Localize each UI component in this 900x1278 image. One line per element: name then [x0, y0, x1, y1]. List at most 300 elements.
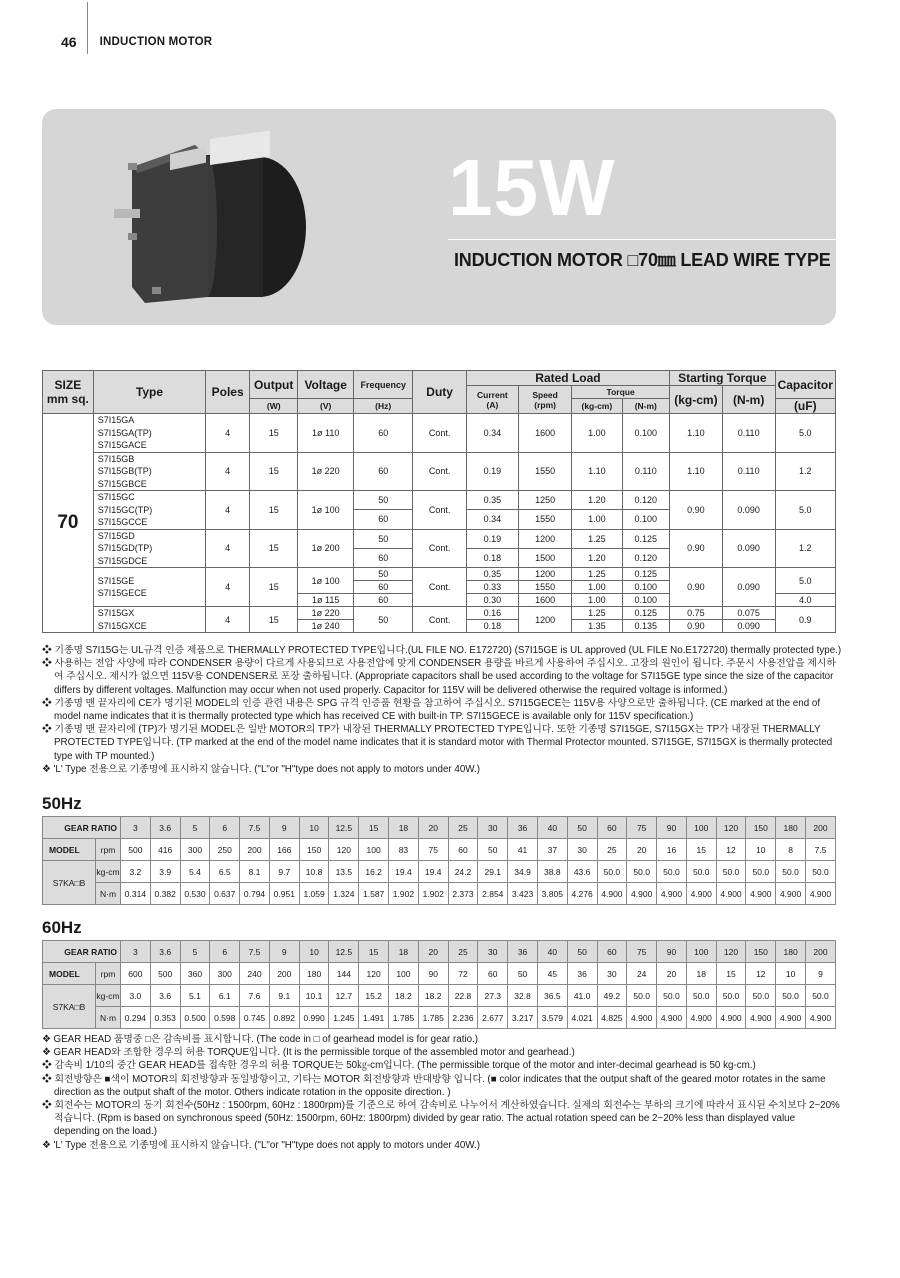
frequency-cell: 60 [353, 594, 412, 607]
kgcm-label: kg-cm [96, 861, 121, 883]
speed-cell: 1200 [519, 607, 572, 633]
torque-nm-cell: 4.900 [746, 1007, 776, 1029]
speed-cell: 1550 [519, 452, 572, 491]
torque-nm-cell: 0.125 [622, 607, 670, 620]
type-cell: S7I15GB S7I15GB(TP) S7I15GBCE [93, 452, 205, 491]
frequency-cell: 60 [353, 548, 412, 567]
gear-ratio-cell: 120 [716, 941, 746, 963]
gear-table-60hz [42, 940, 836, 1029]
type-cell: S7I15GE S7I15GECE [93, 568, 205, 607]
torque-kgcm-cell: 3.9 [150, 861, 180, 883]
torque-kgcm-cell: 50.0 [716, 861, 746, 883]
gear-ratio-cell: 12.5 [329, 941, 359, 963]
torque-kgcm-cell: 1.25 [572, 529, 622, 548]
poles-cell: 4 [206, 607, 250, 633]
torque-nm-cell: 1.059 [299, 883, 329, 905]
voltage-cell: 1ø 220 [298, 452, 354, 491]
torque-kgcm-cell: 50.0 [716, 985, 746, 1007]
hz50-title: 50Hz [42, 794, 82, 813]
torque-nm-cell: 4.900 [776, 1007, 806, 1029]
torque-kgcm-cell: 50.0 [657, 861, 687, 883]
torque-kgcm-cell: 50.0 [686, 861, 716, 883]
rpm-cell: 7.5 [805, 839, 835, 861]
voltage-cell: 1ø 200 [298, 529, 354, 568]
torque-kgcm-cell: 50.0 [627, 985, 657, 1007]
torque-kgcm-cell: 19.4 [389, 861, 419, 883]
torque-kgcm-cell: 50.0 [657, 985, 687, 1007]
frequency-cell: 50 [353, 568, 412, 581]
torque-nm-cell: 0.892 [269, 1007, 299, 1029]
torque-kgcm-cell: 1.25 [572, 568, 622, 581]
torque-kgcm-cell: 1.00 [572, 594, 622, 607]
torque-nm-cell: 1.785 [389, 1007, 419, 1029]
torque-kgcm-cell: 1.00 [572, 581, 622, 594]
st-nm-cell: 0.090 [722, 491, 775, 530]
rpm-cell: 10 [746, 839, 776, 861]
torque-nm-cell: 0.120 [622, 491, 670, 510]
torque-nm-cell: 2.236 [448, 1007, 478, 1029]
torque-kgcm-cell: 5.1 [180, 985, 210, 1007]
poles-cell: 4 [206, 568, 250, 607]
unit-torque-kgcm: (kg-cm) [572, 399, 622, 414]
torque-kgcm-cell: 50.0 [805, 985, 835, 1007]
current-cell: 0.35 [466, 491, 518, 510]
rpm-cell: 25 [597, 839, 627, 861]
gear-ratio-cell: 200 [805, 817, 835, 839]
gear-ratio-cell: 75 [627, 817, 657, 839]
type-cell: S7I15GD S7I15GD(TP) S7I15GDCE [93, 529, 205, 568]
torque-nm-cell: 4.900 [657, 1007, 687, 1029]
torque-nm-cell: 0.382 [150, 883, 180, 905]
rpm-cell: 10 [776, 963, 806, 985]
torque-kgcm-cell: 50.0 [746, 985, 776, 1007]
torque-kgcm-cell: 1.25 [572, 607, 622, 620]
torque-kgcm-cell: 22.8 [448, 985, 478, 1007]
gear-ratio-cell: 200 [805, 941, 835, 963]
note: ❖ 회전수는 MOTOR의 동기 회전수(50Hz : 1500rpm, 60Hz : 1800rpm)를 기준으로 하여 감속비로 나누어서 계산하였습니다. 실제의 회전수는 부하의 크기에 따라서 표시된 수치보다 2~20% 적습니다. (Rpm is based on synchronous speed (50Hz: 1500rpm, 60Hz: 1800rpm) divided by gear ratio. The actual rotation speed can be 2~20% less than displayed value depending on the load.) [42, 1100, 840, 1138]
spec-notes [42, 644, 842, 776]
frequency-cell: 60 [353, 414, 412, 453]
gear-ratio-cell: 90 [657, 817, 687, 839]
output-cell: 15 [250, 491, 298, 530]
page-number: 46 [61, 34, 77, 50]
gear-ratio-cell: 20 [418, 941, 448, 963]
poles-cell: 4 [206, 414, 250, 453]
torque-kgcm-cell: 41.0 [567, 985, 597, 1007]
torque-nm-cell: 0.745 [240, 1007, 270, 1029]
type-cell: S7I15GA S7I15GA(TP) S7I15GACE [93, 414, 205, 453]
torque-nm-cell: 1.324 [329, 883, 359, 905]
torque-nm-cell: 4.021 [567, 1007, 597, 1029]
product-subtitle: INDUCTION MOTOR □70㎜ LEAD WIRE TYPE [454, 250, 831, 270]
torque-nm-cell: 0.125 [622, 568, 670, 581]
torque-kgcm-cell: 38.8 [537, 861, 567, 883]
torque-nm-cell: 4.900 [657, 883, 687, 905]
gear-ratio-cell: 3 [121, 817, 151, 839]
torque-kgcm-cell: 10.8 [299, 861, 329, 883]
current-cell: 0.33 [466, 581, 518, 594]
torque-nm-cell: 0.637 [210, 883, 240, 905]
gear-ratio-cell: 40 [537, 941, 567, 963]
gear-ratio-cell: 7.5 [240, 941, 270, 963]
torque-nm-cell: 0.990 [299, 1007, 329, 1029]
col-output: Output [250, 371, 298, 399]
torque-kgcm-cell: 19.4 [418, 861, 448, 883]
rpm-cell: 240 [240, 963, 270, 985]
torque-nm-cell: 4.900 [746, 883, 776, 905]
torque-kgcm-cell: 15.2 [359, 985, 389, 1007]
col-starting-torque: Starting Torque [670, 371, 775, 386]
output-cell: 15 [250, 529, 298, 568]
current-cell: 0.34 [466, 414, 518, 453]
unit-frequency: (Hz) [353, 399, 412, 414]
torque-nm-cell: 3.579 [537, 1007, 567, 1029]
st-kgcm-cell: 0.90 [670, 529, 723, 568]
note: ❖ GEAR HEAD와 조합한 경우의 허용 TORQUE입니다. (It is the permissible torque of the assembled motor and gearhead.) [42, 1047, 575, 1059]
torque-nm-cell: 4.900 [716, 883, 746, 905]
gear-ratio-cell: 75 [627, 941, 657, 963]
duty-cell: Cont. [413, 607, 466, 633]
section-title: INDUCTION MOTOR [99, 36, 213, 48]
current-cell: 0.30 [466, 594, 518, 607]
rpm-cell: 166 [269, 839, 299, 861]
st-nm-cell: 0.090 [722, 529, 775, 568]
torque-nm-cell: 1.491 [359, 1007, 389, 1029]
current-cell: 0.34 [466, 510, 518, 529]
capacitor-cell: 5.0 [775, 414, 835, 453]
st-kgcm-cell: 0.75 [670, 607, 723, 620]
rpm-cell: 500 [150, 963, 180, 985]
current-cell: 0.19 [466, 452, 518, 491]
torque-kgcm-cell: 49.2 [597, 985, 627, 1007]
voltage-cell: 1ø 240 [298, 620, 354, 633]
capacitor-cell: 1.2 [775, 452, 835, 491]
torque-kgcm-cell: 9.1 [269, 985, 299, 1007]
rpm-cell: 200 [269, 963, 299, 985]
frequency-cell: 60 [353, 581, 412, 594]
note: ❖ 기종명 맨 끝자리에 CE가 명기된 MODEL의 인증 관련 내용은 SPG 규격 인증품 현황을 참고하여 주십시오. S7I15GECE는 115V용 사양으로만 출하됩니다. (CE marked at the end of model name indicates that it is thermally protected type which has received CE with built-in TP. S7I15GECE is available only for 115V specification.) [42, 697, 821, 723]
torque-kgcm-cell: 1.00 [572, 510, 622, 529]
poles-cell: 4 [206, 452, 250, 491]
current-cell: 0.35 [466, 568, 518, 581]
torque-kgcm-cell: 1.20 [572, 548, 622, 567]
gear-ratio-cell: 30 [478, 941, 508, 963]
torque-kgcm-cell: 50.0 [686, 985, 716, 1007]
unit-torque-nm: (N-m) [622, 399, 670, 414]
rpm-cell: 50 [508, 963, 538, 985]
gear-ratio-label: GEAR RATIO [43, 817, 121, 839]
torque-nm-cell: 4.900 [686, 883, 716, 905]
rpm-cell: 20 [627, 839, 657, 861]
torque-nm-cell: 4.900 [805, 1007, 835, 1029]
torque-nm-cell: 4.825 [597, 1007, 627, 1029]
torque-kgcm-cell: 50.0 [627, 861, 657, 883]
torque-nm-cell: 1.587 [359, 883, 389, 905]
capacitor-cell: 4.0 [775, 594, 835, 607]
torque-nm-cell: 0.951 [269, 883, 299, 905]
power-rating: 15W [448, 143, 616, 232]
torque-kgcm-cell: 6.5 [210, 861, 240, 883]
torque-kgcm-cell: 43.6 [567, 861, 597, 883]
gear-ratio-cell: 3.6 [150, 941, 180, 963]
gear-ratio-cell: 60 [597, 817, 627, 839]
torque-nm-cell: 4.276 [567, 883, 597, 905]
rpm-cell: 16 [657, 839, 687, 861]
torque-nm-cell: 3.217 [508, 1007, 538, 1029]
model-label: MODEL [43, 963, 96, 985]
frequency-cell: 50 [353, 607, 412, 633]
rpm-cell: 100 [359, 839, 389, 861]
torque-kgcm-cell: 36.5 [537, 985, 567, 1007]
st-kgcm-cell: 0.90 [670, 568, 723, 607]
rpm-label: rpm [96, 963, 121, 985]
gear-ratio-cell: 90 [657, 941, 687, 963]
frequency-cell: 50 [353, 529, 412, 548]
gear-ratio-cell: 7.5 [240, 817, 270, 839]
voltage-cell: 1ø 115 [298, 594, 354, 607]
torque-kgcm-cell: 12.7 [329, 985, 359, 1007]
size-cell: 70 [43, 414, 94, 633]
rpm-cell: 20 [657, 963, 687, 985]
rpm-label: rpm [96, 839, 121, 861]
rpm-cell: 300 [180, 839, 210, 861]
col-speed: Speed (rpm) [519, 386, 572, 414]
rpm-cell: 250 [210, 839, 240, 861]
speed-cell: 1250 [519, 491, 572, 510]
duty-cell: Cont. [413, 491, 466, 530]
gear-ratio-cell: 18 [389, 941, 419, 963]
rpm-cell: 200 [240, 839, 270, 861]
st-nm-cell: 0.110 [722, 414, 775, 453]
gear-ratio-cell: 12.5 [329, 817, 359, 839]
gear-ratio-cell: 20 [418, 817, 448, 839]
torque-nm-cell: 1.902 [418, 883, 448, 905]
note: ❖ GEAR HEAD 품명중 □은 감속비를 표시합니다. (The code in □ of gearhead model is for gear ratio.) [42, 1034, 479, 1045]
torque-nm-cell: 0.110 [622, 452, 670, 491]
page-header [61, 30, 212, 54]
speed-cell: 1200 [519, 529, 572, 548]
duty-cell: Cont. [413, 452, 466, 491]
torque-nm-cell: 0.794 [240, 883, 270, 905]
rpm-cell: 15 [686, 839, 716, 861]
gear-ratio-cell: 180 [776, 941, 806, 963]
rpm-cell: 15 [716, 963, 746, 985]
model-label: MODEL [43, 839, 96, 861]
col-size: SIZE mm sq. [43, 371, 94, 414]
torque-kgcm-cell: 10.1 [299, 985, 329, 1007]
st-kgcm-cell: 1.10 [670, 452, 723, 491]
torque-kgcm-cell: 1.20 [572, 491, 622, 510]
col-st-nm: (N-m) [722, 386, 775, 414]
rpm-cell: 24 [627, 963, 657, 985]
rpm-cell: 75 [418, 839, 448, 861]
rpm-cell: 30 [567, 839, 597, 861]
col-voltage: Voltage [298, 371, 354, 399]
rpm-cell: 150 [299, 839, 329, 861]
capacitor-cell: 0.9 [775, 607, 835, 633]
gear-ratio-cell: 50 [567, 941, 597, 963]
torque-nm-cell: 0.100 [622, 414, 670, 453]
unit-capacitor: (uF) [775, 399, 835, 414]
st-nm-cell: 0.090 [722, 568, 775, 607]
torque-nm-cell: 4.900 [716, 1007, 746, 1029]
gear-ratio-cell: 5 [180, 941, 210, 963]
rpm-cell: 60 [478, 963, 508, 985]
torque-nm-cell: 0.598 [210, 1007, 240, 1029]
motor-image [110, 127, 320, 307]
gear-ratio-cell: 40 [537, 817, 567, 839]
st-nm-cell: 0.075 [722, 607, 775, 620]
output-cell: 15 [250, 414, 298, 453]
gear-ratio-cell: 9 [269, 817, 299, 839]
gear-ratio-cell: 36 [508, 817, 538, 839]
torque-nm-cell: 0.100 [622, 594, 670, 607]
output-cell: 15 [250, 568, 298, 607]
frequency-cell: 60 [353, 452, 412, 491]
rpm-cell: 300 [210, 963, 240, 985]
torque-nm-cell: 0.500 [180, 1007, 210, 1029]
gear-ratio-cell: 150 [746, 941, 776, 963]
rpm-cell: 600 [121, 963, 151, 985]
speed-cell: 1200 [519, 568, 572, 581]
poles-cell: 4 [206, 529, 250, 568]
gear-ratio-cell: 9 [269, 941, 299, 963]
speed-cell: 1550 [519, 581, 572, 594]
voltage-cell: 1ø 110 [298, 414, 354, 453]
torque-nm-cell: 4.900 [597, 883, 627, 905]
torque-nm-cell: 4.900 [776, 883, 806, 905]
current-cell: 0.19 [466, 529, 518, 548]
col-type: Type [93, 371, 205, 414]
torque-nm-cell: 0.314 [121, 883, 151, 905]
unit-voltage: (V) [298, 399, 354, 414]
torque-kgcm-cell: 1.00 [572, 414, 622, 453]
speed-cell: 1600 [519, 414, 572, 453]
rpm-cell: 416 [150, 839, 180, 861]
gear-ratio-cell: 180 [776, 817, 806, 839]
duty-cell: Cont. [413, 414, 466, 453]
type-cell: S7I15GX S7I15GXCE [93, 607, 205, 633]
gear-ratio-cell: 150 [746, 817, 776, 839]
torque-kgcm-cell: 13.5 [329, 861, 359, 883]
torque-kgcm-cell: 18.2 [389, 985, 419, 1007]
rpm-cell: 37 [537, 839, 567, 861]
gear-notes [42, 1033, 842, 1152]
col-poles: Poles [206, 371, 250, 414]
rpm-cell: 12 [746, 963, 776, 985]
torque-kgcm-cell: 34.9 [508, 861, 538, 883]
poles-cell: 4 [206, 491, 250, 530]
rpm-cell: 90 [418, 963, 448, 985]
rpm-cell: 50 [478, 839, 508, 861]
output-cell: 15 [250, 607, 298, 633]
torque-kgcm-cell: 7.6 [240, 985, 270, 1007]
torque-kgcm-cell: 50.0 [805, 861, 835, 883]
rpm-cell: 45 [537, 963, 567, 985]
torque-nm-cell: 0.135 [622, 620, 670, 633]
voltage-cell: 1ø 100 [298, 491, 354, 530]
torque-nm-cell: 4.900 [627, 883, 657, 905]
st-nm-cell: 0.090 [722, 620, 775, 633]
torque-nm-cell: 3.423 [508, 883, 538, 905]
gearhead-model: S7KA□B [43, 861, 96, 905]
col-torque: Torque [572, 386, 670, 399]
gear-ratio-cell: 60 [597, 941, 627, 963]
torque-kgcm-cell: 9.7 [269, 861, 299, 883]
note: ❖ 'L' Type 전용으로 기종명에 표시하지 않습니다. ("L"or "H"type does not apply to motors under 40W.) [42, 1139, 480, 1151]
gear-ratio-cell: 120 [716, 817, 746, 839]
rpm-cell: 180 [299, 963, 329, 985]
capacitor-cell: 5.0 [775, 568, 835, 594]
torque-kgcm-cell: 16.2 [359, 861, 389, 883]
gear-ratio-cell: 15 [359, 941, 389, 963]
torque-kgcm-cell: 50.0 [776, 985, 806, 1007]
gear-ratio-cell: 6 [210, 817, 240, 839]
torque-kgcm-cell: 50.0 [776, 861, 806, 883]
type-cell: S7I15GC S7I15GC(TP) S7I15GCCE [93, 491, 205, 530]
gearhead-model: S7KA□B [43, 985, 96, 1029]
frequency-cell: 60 [353, 510, 412, 529]
torque-nm-cell: 1.902 [389, 883, 419, 905]
header-divider [87, 2, 88, 54]
torque-nm-cell: 0.100 [622, 510, 670, 529]
torque-kgcm-cell: 1.35 [572, 620, 622, 633]
col-st-kgcm: (kg-cm) [670, 386, 723, 414]
rpm-cell: 36 [567, 963, 597, 985]
torque-nm-cell: 0.125 [622, 529, 670, 548]
col-current: Current (A) [466, 386, 518, 414]
gear-ratio-cell: 25 [448, 941, 478, 963]
kgcm-label: kg-cm [96, 985, 121, 1007]
rpm-cell: 12 [716, 839, 746, 861]
torque-nm-cell: 4.900 [627, 1007, 657, 1029]
hz60-title: 60Hz [42, 918, 82, 937]
torque-nm-cell: 0.530 [180, 883, 210, 905]
rpm-cell: 8 [776, 839, 806, 861]
gear-ratio-cell: 3.6 [150, 817, 180, 839]
speed-cell: 1500 [519, 548, 572, 567]
duty-cell: Cont. [413, 529, 466, 568]
torque-kgcm-cell: 27.3 [478, 985, 508, 1007]
rpm-cell: 60 [448, 839, 478, 861]
note: ❖ 회전방향은 ■색이 MOTOR의 회전방향과 동일방향이고, 기타는 MOTOR 회전방향과 반대방향 입니다. (■ color indicates that the output shaft of the geared motor rotates in the same direction as the output shaft of the motor. Others indicate rotation in the opposite direction. ) [42, 1073, 826, 1098]
st-kgcm-cell: 0.90 [670, 620, 723, 633]
torque-nm-cell: 4.900 [805, 883, 835, 905]
torque-nm-cell: 0.120 [622, 548, 670, 567]
rpm-cell: 18 [686, 963, 716, 985]
gear-ratio-cell: 3 [121, 941, 151, 963]
gear-ratio-cell: 18 [389, 817, 419, 839]
current-cell: 0.16 [466, 607, 518, 620]
current-cell: 0.18 [466, 620, 518, 633]
torque-kgcm-cell: 1.10 [572, 452, 622, 491]
gear-ratio-cell: 10 [299, 941, 329, 963]
torque-kgcm-cell: 3.6 [150, 985, 180, 1007]
torque-nm-cell: 2.854 [478, 883, 508, 905]
note: ❖ 'L' Type 전용으로 기종명에 표시하지 않습니다. ("L"or "H"type does not apply to motors under 40W.) [42, 763, 480, 775]
torque-kgcm-cell: 3.0 [121, 985, 151, 1007]
st-kgcm-cell: 1.10 [670, 414, 723, 453]
gear-ratio-cell: 36 [508, 941, 538, 963]
torque-nm-cell: 0.353 [150, 1007, 180, 1029]
rpm-cell: 41 [508, 839, 538, 861]
note: ❖ 사용하는 전압 사양에 따라 CONDENSER 용량이 다르게 사용되므로 사용전압에 맞게 CONDENSER 용량을 바르게 사용하여 주십시오. 고장의 원인이 됩니다. 주문시 사용전압을 제시하여 주십시오. 제시가 없으면 115V용 CONDENSER로 포장 출하됩니다. (Appropriate capacitors shall be used according to the voltage for S7I15GE type since the size of the capacitor differs by different voltages. Malfunction may occur when not used properly. Capacitor for 115V will be delivered otherwise the required voltage is informed.) [42, 658, 836, 696]
rpm-cell: 500 [121, 839, 151, 861]
rpm-cell: 100 [389, 963, 419, 985]
col-rated-load: Rated Load [466, 371, 669, 386]
spec-table [42, 370, 836, 633]
unit-output: (W) [250, 399, 298, 414]
